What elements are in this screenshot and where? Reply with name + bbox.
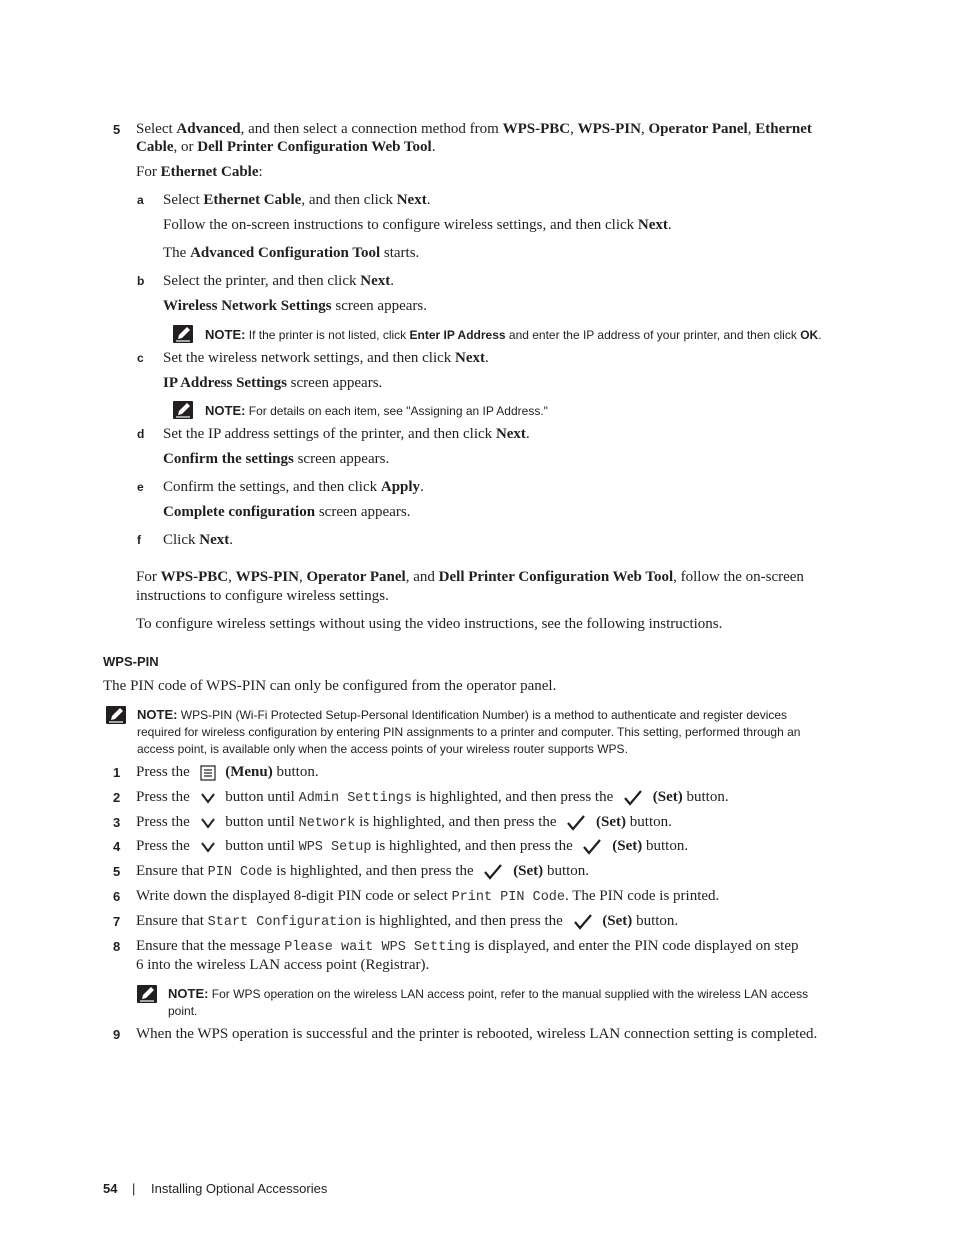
section-heading: WPS-PIN [103, 654, 159, 669]
substep-text: Select the printer, and then click Next. [163, 273, 394, 289]
checkmark-icon [566, 814, 586, 832]
pencil-note-icon [137, 985, 157, 1003]
step-text: Ensure that Start Configuration is highlighted, and then press the (Set) button. [136, 913, 679, 930]
step-number: 5 [113, 122, 121, 137]
substep-letter: d [137, 427, 145, 441]
pencil-note-icon [173, 325, 193, 343]
substep-letter: c [137, 351, 144, 365]
note-text: NOTE: WPS-PIN (Wi-Fi Protected Setup-Personal Identification Number) is a method to authenticate and register devices required for wireless configuration by entering PIN assignments to a printer and computer. This setting, performed through an access point, is available only when the access points of your wireless router supports WPS. [137, 707, 801, 756]
footer-separator: | [132, 1181, 136, 1196]
step-number: 1 [113, 765, 121, 780]
checkmark-icon [573, 913, 593, 931]
note-text: NOTE: For WPS operation on the wireless LAN access point, refer to the manual supplied with the wireless LAN access point. [168, 986, 809, 1018]
step-text: Cable, or Dell Printer Configuration Web Tool. [136, 139, 436, 155]
checkmark-icon [483, 863, 503, 881]
step-text: Press the (Menu) button. [136, 764, 319, 780]
substep-text: Complete configuration screen appears. [163, 504, 411, 520]
step-text: Press the button until Admin Settings is highlighted, and then press the (Set) button. [136, 789, 729, 806]
substep-letter: f [137, 533, 141, 547]
substep-letter: a [137, 193, 144, 207]
footer-section-title: Installing Optional Accessories [151, 1181, 328, 1196]
step-text: Ensure that PIN Code is highlighted, and then press the (Set) button. [136, 863, 590, 880]
step-number: 8 [113, 939, 121, 954]
step-text: Write down the displayed 8-digit PIN code or select Print PIN Code. The PIN code is printed. [136, 888, 720, 905]
checkmark-icon [582, 838, 602, 856]
step-text: Select Advanced, and then select a connection method from WPS-PBC, WPS-PIN, Operator Panel, Ethernet [136, 121, 812, 137]
note-text: NOTE: If the printer is not listed, click Enter IP Address and enter the IP address of your printer, and then click OK. [205, 327, 822, 342]
step-number: 3 [113, 815, 121, 830]
step-number: 5 [113, 864, 121, 879]
substep-text: Set the IP address settings of the printer, and then click Next. [163, 426, 530, 442]
substep-letter: e [137, 480, 144, 494]
step-number: 7 [113, 914, 121, 929]
step-text: Press the button until Network is highlighted, and then press the (Set) button. [136, 814, 672, 831]
step-number: 2 [113, 790, 121, 805]
substep-text: Select Ethernet Cable, and then click Next. [163, 192, 431, 208]
substep-text: Click Next. [163, 532, 233, 548]
checkmark-icon [623, 789, 643, 807]
paragraph: instructions to configure wireless settings. [136, 588, 389, 604]
step-text: For Ethernet Cable: [136, 164, 263, 180]
paragraph: To configure wireless settings without using the video instructions, see the following instructions. [136, 616, 723, 632]
note-text: NOTE: For details on each item, see "Assigning an IP Address." [205, 403, 548, 418]
step-number: 9 [113, 1027, 121, 1042]
chevron-down-icon [200, 817, 216, 829]
substep-text: Confirm the settings screen appears. [163, 451, 390, 467]
pencil-note-icon [106, 706, 126, 724]
substep-text: Wireless Network Settings screen appears. [163, 298, 427, 314]
substep-letter: b [137, 274, 145, 288]
pencil-note-icon [173, 401, 193, 419]
substep-text: Follow the on-screen instructions to configure wireless settings, and then click Next. [163, 217, 672, 233]
menu-icon [200, 765, 216, 781]
substep-text: IP Address Settings screen appears. [163, 375, 383, 391]
chevron-down-icon [200, 792, 216, 804]
step-number: 6 [113, 889, 121, 904]
step-number: 4 [113, 839, 121, 854]
substep-text: The Advanced Configuration Tool starts. [163, 245, 420, 261]
chevron-down-icon [200, 841, 216, 853]
page-number: 54 [103, 1181, 118, 1196]
intro-text: The PIN code of WPS-PIN can only be configured from the operator panel. [103, 678, 557, 694]
step-text: When the WPS operation is successful and the printer is rebooted, wireless LAN connection setting is completed. [136, 1026, 818, 1042]
step-text: Ensure that the message Please wait WPS Setting is displayed, and enter the PIN code displayed on step [136, 938, 799, 955]
step-text: Press the button until WPS Setup is highlighted, and then press the (Set) button. [136, 838, 689, 855]
paragraph: For WPS-PBC, WPS-PIN, Operator Panel, and Dell Printer Configuration Web Tool, follow the on-screen [136, 569, 804, 585]
substep-text: Confirm the settings, and then click Apply. [163, 479, 424, 495]
substep-text: Set the wireless network settings, and then click Next. [163, 350, 489, 366]
step-text: 6 into the wireless LAN access point (Registrar). [136, 957, 430, 973]
